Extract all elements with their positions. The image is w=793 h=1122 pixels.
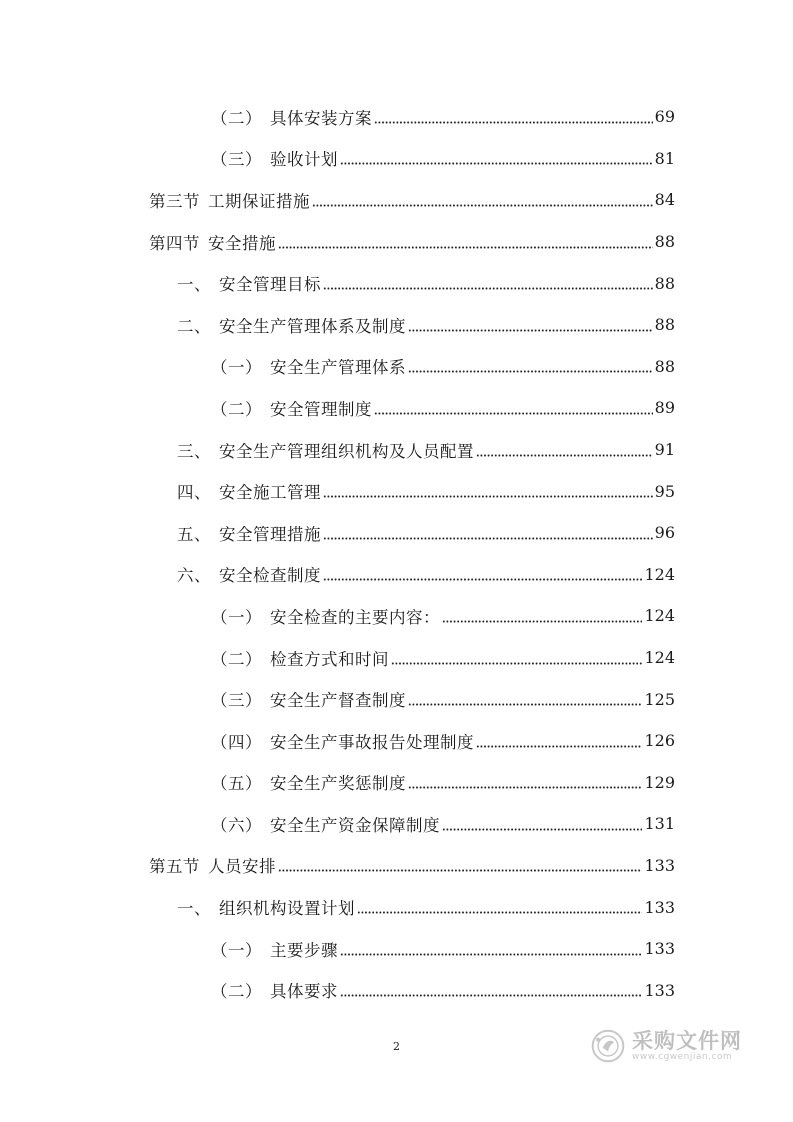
toc-leader-dots <box>408 358 653 374</box>
toc-page-number: 96 <box>654 523 675 543</box>
watermark <box>590 1028 742 1064</box>
toc-page-number: 126 <box>644 731 675 751</box>
toc-leader-dots <box>323 566 642 582</box>
toc-entry-title <box>211 396 372 420</box>
toc-entry-title <box>211 687 406 711</box>
toc-page-number: 88 <box>654 315 675 335</box>
toc-entry[interactable] <box>0 96 793 138</box>
toc-entry[interactable] <box>0 262 793 304</box>
toc-entry-number: （四） <box>211 732 262 752</box>
toc-entry[interactable] <box>0 928 793 970</box>
toc-entry-number: 一、 <box>177 899 211 919</box>
toc-entry-number: 三、 <box>177 441 211 461</box>
toc-entry-title <box>211 812 440 836</box>
toc-entry-number: （三） <box>211 150 262 170</box>
toc-entry-number: （一） <box>211 940 262 960</box>
toc-entry-text: 安全生产督查制度 <box>270 691 406 711</box>
toc-leader-dots <box>374 400 653 416</box>
toc-entry-number: 一、 <box>177 275 211 295</box>
toc-entry[interactable] <box>0 595 793 637</box>
toc-entry-title <box>177 895 355 919</box>
toc-leader-dots <box>357 899 642 915</box>
toc-entry[interactable] <box>0 470 793 512</box>
toc-leader-dots <box>476 733 642 749</box>
toc-page-number: 124 <box>644 564 675 584</box>
toc-entry-text: 安全生产管理组织机构及人员配置 <box>219 441 474 461</box>
toc-entry-number: （六） <box>211 815 262 835</box>
toc-entry-number: （五） <box>211 774 262 794</box>
toc-entry-title <box>177 479 321 503</box>
toc-page-number: 133 <box>644 897 675 917</box>
toc-entry-title <box>177 313 406 337</box>
toc-leader-dots <box>408 317 653 333</box>
toc-page-number: 88 <box>654 273 675 293</box>
toc-entry-text: 安全管理制度 <box>270 399 372 419</box>
watermark-name: 采购文件网 <box>632 1028 742 1053</box>
toc-entry[interactable] <box>0 429 793 471</box>
toc-leader-dots <box>340 941 642 957</box>
toc-entry-text: 人员安排 <box>208 857 276 877</box>
toc-leader-dots <box>323 483 653 499</box>
toc-entry[interactable] <box>0 678 793 720</box>
toc-entry-number: 二、 <box>177 316 211 336</box>
toc-entry-title <box>211 354 406 378</box>
toc-entry[interactable] <box>0 554 793 596</box>
toc-entry[interactable] <box>0 762 793 804</box>
toc-entry-number: （三） <box>211 691 262 711</box>
toc-entry-text: 安全检查的主要内容： <box>270 607 440 627</box>
toc-entry[interactable] <box>0 803 793 845</box>
toc-page-number: 88 <box>654 232 675 252</box>
toc-entry[interactable] <box>0 138 793 180</box>
toc-entry-number: 第四节 <box>149 233 200 253</box>
toc-entry[interactable] <box>0 845 793 887</box>
toc-entry-number: 第五节 <box>149 857 200 877</box>
toc-entry-number: 第三节 <box>149 191 200 211</box>
toc-leader-dots <box>340 982 642 998</box>
toc-entry-number: （二） <box>211 982 262 1002</box>
toc-page-number: 69 <box>654 107 675 127</box>
toc-entry[interactable] <box>0 637 793 679</box>
toc-leader-dots <box>278 234 653 250</box>
toc-entry-text: 具体安装方案 <box>270 108 372 128</box>
toc-entry-title <box>211 105 372 129</box>
toc-page-number: 133 <box>644 855 675 875</box>
toc-leader-dots <box>442 608 642 624</box>
toc-leader-dots <box>391 650 642 666</box>
toc-entry-text: 安全检查制度 <box>219 566 321 586</box>
toc-entry[interactable] <box>0 969 793 1011</box>
toc-page-number: 124 <box>644 606 675 626</box>
toc-page-number: 133 <box>644 939 675 959</box>
toc-entry-text: 主要步骤 <box>270 940 338 960</box>
toc-entry-title <box>211 937 338 961</box>
toc-entry-title <box>177 562 321 586</box>
toc-entry-text: 组织机构设置计划 <box>219 899 355 919</box>
toc-page-number: 129 <box>644 772 675 792</box>
toc-page-number: 131 <box>644 814 675 834</box>
toc-page-number: 81 <box>654 148 675 168</box>
toc-leader-dots <box>408 774 642 790</box>
toc-entry-text: 安全措施 <box>208 233 276 253</box>
toc-entry[interactable] <box>0 387 793 429</box>
toc-entry-number: 五、 <box>177 524 211 544</box>
toc-entry-title <box>149 230 276 254</box>
toc-entry-text: 安全生产事故报告处理制度 <box>270 732 474 752</box>
toc-entry-title <box>177 521 321 545</box>
toc-entry[interactable] <box>0 304 793 346</box>
toc-leader-dots <box>476 442 653 458</box>
toc-entry-text: 安全施工管理 <box>219 483 321 503</box>
watermark-url: www.cgwenjian.com <box>632 1051 733 1062</box>
toc-entry-title <box>211 646 389 670</box>
toc-page-number: 125 <box>644 689 675 709</box>
toc-entry[interactable] <box>0 886 793 928</box>
toc-entry-text: 验收计划 <box>270 150 338 170</box>
toc-entry[interactable] <box>0 720 793 762</box>
toc-entry[interactable] <box>0 221 793 263</box>
toc-entry-number: （一） <box>211 358 262 378</box>
cgwenjian-logo-icon <box>590 1028 626 1064</box>
toc-entry-text: 安全管理目标 <box>219 275 321 295</box>
toc-entry-title <box>149 188 310 212</box>
toc-entry-text: 安全生产管理体系及制度 <box>219 316 406 336</box>
toc-entry-text: 安全管理措施 <box>219 524 321 544</box>
toc-entry-text: 安全生产奖惩制度 <box>270 774 406 794</box>
toc-entry-number: （二） <box>211 649 262 669</box>
toc-entry[interactable] <box>0 512 793 554</box>
toc-page-number: 124 <box>644 648 675 668</box>
toc-entry-title <box>149 853 276 877</box>
toc-entry-number: （二） <box>211 108 262 128</box>
toc-entry-number: 六、 <box>177 566 211 586</box>
toc-entry-number: （二） <box>211 399 262 419</box>
toc-entry-text: 安全生产管理体系 <box>270 358 406 378</box>
toc-leader-dots <box>340 150 653 166</box>
toc-entry-number: （一） <box>211 607 262 627</box>
toc-leader-dots <box>323 275 653 291</box>
toc-entry-text: 工期保证措施 <box>208 191 310 211</box>
toc-leader-dots <box>408 691 642 707</box>
toc-leader-dots <box>278 857 642 873</box>
toc-entry-title <box>211 146 338 170</box>
toc-entry-text: 安全生产资金保障制度 <box>270 815 440 835</box>
toc-entry-text: 检查方式和时间 <box>270 649 389 669</box>
toc-entry-title <box>211 604 440 628</box>
toc-leader-dots <box>312 192 653 208</box>
toc-page-number: 89 <box>654 398 675 418</box>
toc-leader-dots <box>323 525 653 541</box>
toc-entry-title <box>211 729 474 753</box>
toc-entry[interactable] <box>0 346 793 388</box>
toc-entry-title <box>177 271 321 295</box>
toc-entry-title <box>211 770 406 794</box>
toc-leader-dots <box>442 816 642 832</box>
toc-page-number: 91 <box>654 440 675 460</box>
toc-entry-title <box>177 438 474 462</box>
toc-entry-title <box>211 978 338 1002</box>
toc-page-number: 95 <box>654 481 675 501</box>
table-of-contents <box>0 96 793 1011</box>
page-number: 2 <box>393 1040 400 1053</box>
toc-page-number: 84 <box>654 190 675 210</box>
toc-leader-dots <box>374 109 653 125</box>
toc-entry-text: 具体要求 <box>270 982 338 1002</box>
toc-entry-number: 四、 <box>177 483 211 503</box>
toc-entry[interactable] <box>0 179 793 221</box>
toc-page-number: 133 <box>644 980 675 1000</box>
toc-page-number: 88 <box>654 356 675 376</box>
